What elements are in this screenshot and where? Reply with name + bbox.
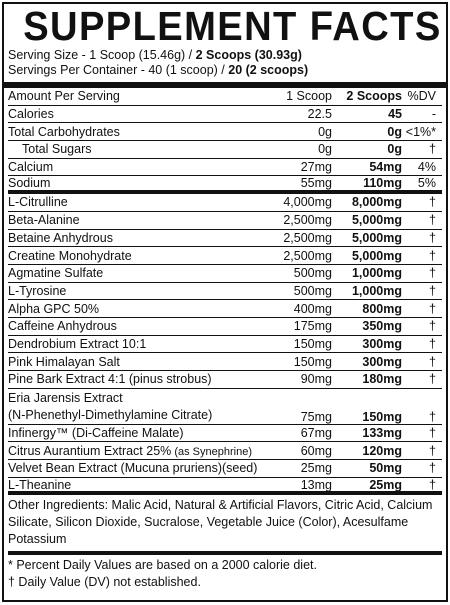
ingredient-rows-2 xyxy=(8,425,442,496)
ingredient-name: Calories xyxy=(8,107,54,122)
table-row xyxy=(8,123,442,141)
table-row xyxy=(8,425,442,443)
table-row xyxy=(8,318,442,336)
ingredient-form: Extract 10:1 xyxy=(76,336,147,351)
nutrient-rows xyxy=(8,106,442,194)
ingredient-name-sub: (N-Phenethyl-Dimethylamine Citrate) xyxy=(8,407,213,422)
table-row xyxy=(8,159,442,177)
other-ingredients: Other Ingredients: Malic Acid, Natural & Artificial Flavors, Citric Acid, Calcium Silicate, Silicon Dioxide, Sucralose, Vegetable Juice (Color), Acesulfame Potassium xyxy=(8,495,442,555)
one-scoop-value: 67mg xyxy=(300,426,332,441)
dv-value: - xyxy=(431,107,436,122)
servings-per-container: Servings Per Container - 40 (1 scoop) / 20 (2 scoops) xyxy=(8,63,309,77)
ingredient-name: Total Sugars xyxy=(22,142,92,157)
ingredient-name: Creatine xyxy=(8,248,56,263)
ingredient-form: 50% xyxy=(70,301,100,316)
ingredient-name: Pine Bark xyxy=(8,372,63,387)
ingredient-name: Calcium xyxy=(8,160,54,175)
dv-value: † xyxy=(429,372,436,387)
two-scoop-value: 350mg xyxy=(362,319,402,334)
dv-value: † xyxy=(429,319,436,334)
dv-value: † xyxy=(429,248,436,263)
two-scoop-value: 1,000mg xyxy=(351,266,402,281)
serving-size: Serving Size - 1 Scoop (15.46g) / 2 Scoops (30.93g) xyxy=(8,48,302,62)
dv-value: † xyxy=(429,443,436,458)
ingredient-name: Caffeine xyxy=(8,319,55,334)
ingredient-name: Eria Jarensis Extract xyxy=(8,390,123,405)
table-row xyxy=(8,247,442,265)
dv-value: † xyxy=(429,142,436,157)
table-header xyxy=(8,88,442,106)
one-scoop-value: 13mg xyxy=(300,477,332,492)
one-scoop-value: 2,500mg xyxy=(283,248,332,263)
one-scoop-value: 500mg xyxy=(293,266,332,281)
ingredient-name: Alpha GPC xyxy=(8,301,71,316)
col2-header: 2 Scoops xyxy=(346,89,402,104)
table-row xyxy=(8,212,442,230)
dv-value: 5% xyxy=(417,176,436,191)
ingredient-name: L-Citrulline xyxy=(8,195,68,210)
two-scoop-value: 8,000mg xyxy=(351,195,402,210)
ingredient-name: Beta-Alanine xyxy=(8,213,80,228)
two-scoop-value: 5,000mg xyxy=(351,230,402,245)
ingredient-name: Velvet Bean xyxy=(8,461,75,476)
ingredient-rows xyxy=(8,194,442,389)
two-scoop-value: 300mg xyxy=(362,336,402,351)
ingredient-name: Betaine xyxy=(8,230,51,245)
two-scoop-value: 25mg xyxy=(369,477,402,492)
table-row xyxy=(8,194,442,212)
ingredient-form: Anhydrous xyxy=(50,230,113,245)
ingredient-name: Total Carbohydrates xyxy=(8,124,120,139)
dv-value: † xyxy=(429,213,436,228)
table-row xyxy=(8,371,442,389)
label-title: SUPPLEMENT FACTS xyxy=(23,3,442,49)
ingredient-name: Sodium xyxy=(8,176,51,191)
dv-value: † xyxy=(429,409,436,424)
one-scoop-value: 22.5 xyxy=(307,107,332,122)
one-scoop-value: 150mg xyxy=(293,336,332,351)
ingredient-form: Sulfate xyxy=(60,266,104,281)
dv-value: † xyxy=(429,426,436,441)
two-scoop-value: 0g xyxy=(387,124,402,139)
two-scoop-value: 150mg xyxy=(362,409,402,424)
ingredient-form: Extract 25% xyxy=(100,443,172,458)
footnote-dv-not-established: † Daily Value (DV) not established. xyxy=(8,575,201,590)
ingredient-name: L-Tyrosine xyxy=(8,283,67,298)
two-scoop-value: 120mg xyxy=(362,443,402,458)
two-scoop-value: 300mg xyxy=(362,354,402,369)
one-scoop-value: 0g xyxy=(318,142,332,157)
footnote-percent-dv: * Percent Daily Values are based on a 2000 calorie diet. xyxy=(8,558,317,573)
dv-value: † xyxy=(429,195,436,210)
dv-value: † xyxy=(429,461,436,476)
two-scoop-value: 110mg xyxy=(363,176,402,191)
table-row xyxy=(8,141,442,159)
dv-value: † xyxy=(429,354,436,369)
ingredient-name: Dendrobium xyxy=(8,336,77,351)
table-row xyxy=(8,230,442,248)
dv-value: † xyxy=(429,477,436,492)
two-scoop-value: 1,000mg xyxy=(351,283,402,298)
one-scoop-value: 90mg xyxy=(300,372,332,387)
table-row xyxy=(8,176,442,194)
table-row xyxy=(8,106,442,124)
dv-value: † xyxy=(429,266,436,281)
ingredient-name: L-Theanine xyxy=(8,477,72,492)
ingredient-name: Agmatine xyxy=(8,266,61,281)
dv-value: † xyxy=(429,301,436,316)
ingredient-name: Pink Himalayan Salt xyxy=(8,354,120,369)
ingredient-form: Anhydrous xyxy=(54,319,117,334)
table-row xyxy=(8,353,442,371)
two-scoop-value: 5,000mg xyxy=(351,248,402,263)
one-scoop-value: 2,500mg xyxy=(283,213,332,228)
table-row xyxy=(8,336,442,354)
two-scoop-value: 5,000mg xyxy=(351,213,402,228)
ingredient-name: Citrus Aurantium xyxy=(8,443,101,458)
table-row xyxy=(8,283,442,301)
one-scoop-value: 25mg xyxy=(300,461,332,476)
table-row xyxy=(8,478,442,496)
one-scoop-value: 75mg xyxy=(300,409,332,424)
ingredient-form: Extract (Mucuna pruriens)(seed) xyxy=(74,461,258,476)
one-scoop-value: 27mg xyxy=(300,160,332,175)
ingredient-form: Extract 4:1 (pinus strobus) xyxy=(62,372,212,387)
dv-header: %DV xyxy=(407,89,436,104)
two-scoop-value: 45 xyxy=(388,107,402,122)
table-row xyxy=(8,265,442,283)
supplement-facts-label xyxy=(2,2,448,602)
ingredient-name: Infinergy™ xyxy=(8,426,69,441)
two-scoop-value: 54mg xyxy=(369,160,402,175)
col1-header: 1 Scoop xyxy=(286,89,332,104)
two-scoop-value: 133mg xyxy=(362,426,402,441)
dv-value: <1%* xyxy=(405,124,436,139)
dv-value: † xyxy=(429,283,436,298)
table-row xyxy=(8,389,442,425)
table-row xyxy=(8,442,442,460)
two-scoop-value: 50mg xyxy=(369,461,402,476)
one-scoop-value: 400mg xyxy=(293,301,332,316)
ingredient-note: (as Synephrine) xyxy=(171,445,252,458)
table-row xyxy=(8,300,442,318)
dv-value: † xyxy=(429,336,436,351)
one-scoop-value: 60mg xyxy=(300,443,332,458)
two-scoop-value: 800mg xyxy=(362,301,402,316)
ingredient-form: (Di-Caffeine Malate) xyxy=(68,426,184,441)
one-scoop-value: 55mg xyxy=(300,176,332,191)
dv-value: 4% xyxy=(417,160,436,175)
one-scoop-value: 175mg xyxy=(293,319,332,334)
two-scoop-value: 180mg xyxy=(362,372,402,387)
one-scoop-value: 150mg xyxy=(293,354,332,369)
amount-header: Amount Per Serving xyxy=(8,89,120,104)
one-scoop-value: 500mg xyxy=(293,283,332,298)
ingredient-form: Monohydrate xyxy=(55,248,132,263)
one-scoop-value: 2,500mg xyxy=(283,230,332,245)
two-scoop-value: 0g xyxy=(387,142,402,157)
one-scoop-value: 0g xyxy=(318,124,332,139)
one-scoop-value: 4,000mg xyxy=(283,195,332,210)
dv-value: † xyxy=(429,230,436,245)
table-row xyxy=(8,460,442,478)
